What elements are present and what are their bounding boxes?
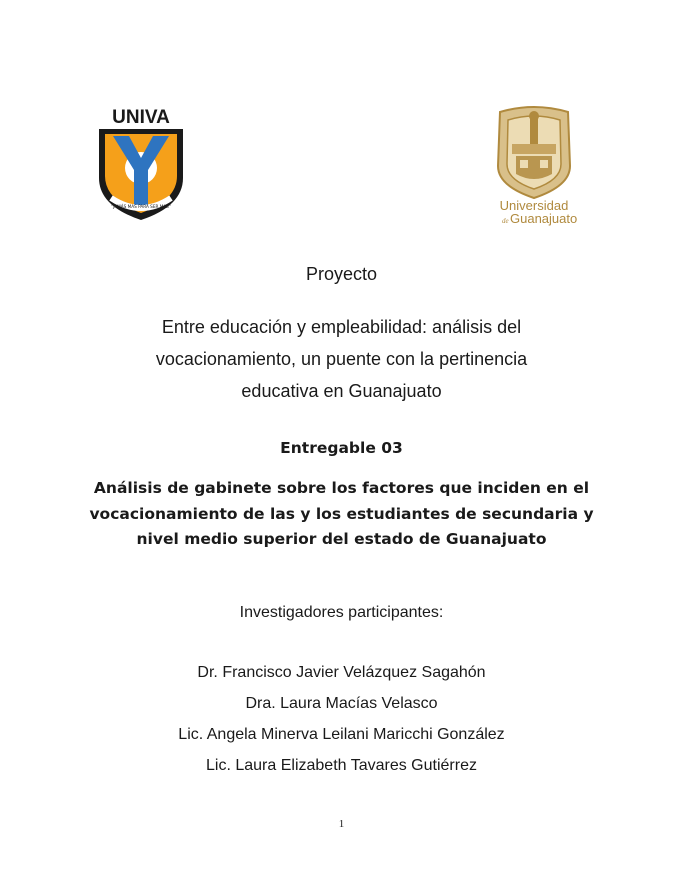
universidad-guanajuato-logo	[482, 104, 587, 226]
researcher-name: Dr. Francisco Javier Velázquez Sagahón	[197, 664, 486, 681]
univa-motto: "JAMÁS MAS PARA SER MAS"	[111, 204, 171, 209]
univa-wordmark: UNIVA	[112, 107, 170, 128]
page-number: 1	[338, 818, 345, 830]
project-title	[0, 311, 683, 407]
researcher-name: Lic. Laura Elizabeth Tavares Gutiérrez	[206, 757, 477, 774]
deliverable-subtitle	[0, 476, 683, 553]
project-title-line: Entre educación y empleabilidad: análisis del	[161, 317, 522, 337]
deliverable-subtitle-line: vocacionamiento de las y los estudiantes de secundaria y	[89, 504, 594, 523]
researcher-name: Lic. Angela Minerva Leilani Maricchi González	[178, 726, 505, 743]
project-title-line: educativa en Guanajuato	[241, 381, 442, 401]
researcher-name: Dra. Laura Macías Velasco	[245, 695, 438, 712]
deliverable-heading: Entregable 03	[280, 439, 403, 457]
project-title-line: vocacionamiento, un puente con la pertinencia	[155, 349, 528, 369]
deliverable-subtitle-line: nivel medio superior del estado de Guanajuato	[136, 530, 547, 548]
ugto-wordmark-line1: Universidad	[499, 198, 569, 213]
ugto-wordmark-prefix: de	[502, 217, 509, 225]
project-label: Proyecto	[305, 264, 378, 284]
researchers-label: Investigadores participantes:	[239, 604, 444, 621]
deliverable-subtitle-line: Análisis de gabinete sobre los factores que inciden en el	[93, 479, 590, 497]
ugto-wordmark-line2: Guanajuato	[510, 211, 578, 226]
researchers-list	[0, 657, 683, 781]
univa-logo	[95, 106, 187, 222]
